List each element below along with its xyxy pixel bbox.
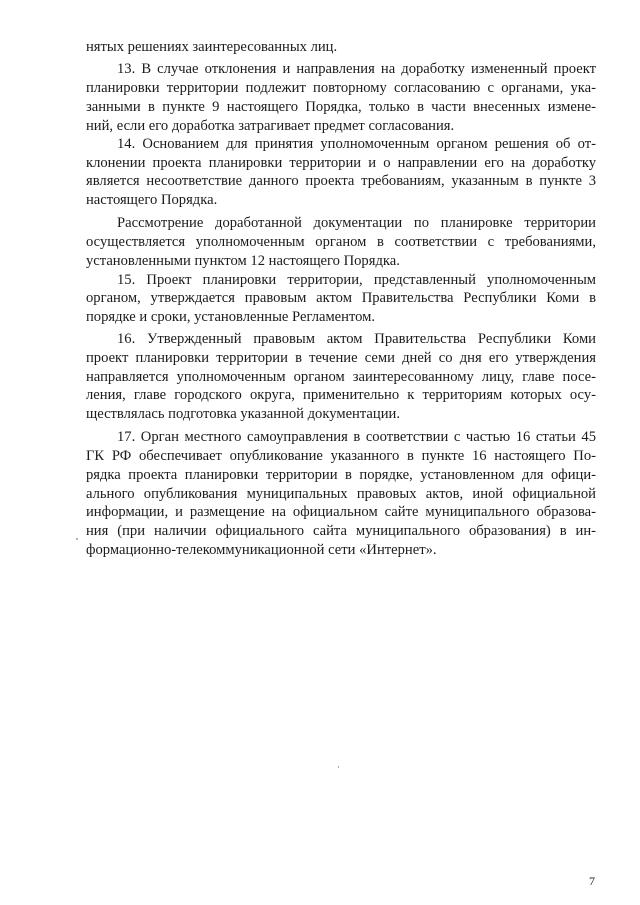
item-14-line-2: клонении проекта планировки территории и о направлении его на доработку (86, 155, 596, 171)
item-15-line-2: органом, утверждается правовым актом Правительства Республики Коми в (86, 290, 596, 306)
scan-speck (76, 538, 78, 540)
item-17-line-2: ГК РФ обеспечивает опубликование указанного в пункте 16 настоящего По- (86, 448, 596, 464)
item-17-line-5: информации, и размещение на официальном сайте муниципального образова- (86, 504, 596, 520)
item-17-line-3: рядка проекта планировки территории в порядке, установленном для офици- (86, 467, 596, 483)
review-line-1: Рассмотрение доработанной документации по планировке территории (117, 215, 596, 231)
continuation-line-1: нятых решениях заинтересованных лиц. (86, 39, 338, 55)
item-17-line-6: ния (при наличии официального сайта муниципального образования) в ин- (86, 523, 596, 539)
item-17-line-7: формационно-телекоммуникационной сети «Интернет». (86, 542, 437, 558)
item-15-line-1: 15. Проект планировки территории, представленный уполномоченным (117, 272, 596, 288)
item-13-line-1: 13. В случае отклонения и направления на доработку измененный проект (117, 61, 596, 77)
item-13-line-3: занными в пункте 9 настоящего Порядка, только в части внесенных измене- (86, 99, 596, 115)
item-14-line-4: настоящего Порядка. (86, 192, 218, 208)
review-line-3: установленными пунктом 12 настоящего Порядка. (86, 253, 400, 269)
scan-speck (338, 766, 339, 768)
item-16-line-3: направляется уполномоченным органом заинтересованному лицу, главе посе- (86, 369, 596, 385)
item-17-line-4: ального опубликования муниципальных правовых актов, иной официальной (86, 486, 596, 502)
page-number: 7 (589, 874, 595, 888)
item-16-line-5: ществлялась подготовка указанной документации. (86, 406, 400, 422)
item-13-line-2: планировки территории подлежит повторному согласованию с органами, ука- (86, 80, 596, 96)
review-line-2: осуществляется уполномоченным органом в соответствии с требованиями, (86, 234, 596, 250)
item-13-line-4: ний, если его доработка затрагивает предмет согласования. (86, 118, 455, 134)
item-15-line-3: порядке и сроки, установленные Регламентом. (86, 309, 376, 325)
item-14-line-3: является несоответствие данного проекта требованиям, указанным в пункте 3 (86, 173, 596, 189)
item-16-line-2: проект планировки территории в течение семи дней со дня его утверждения (86, 350, 596, 366)
item-16-line-1: 16. Утвержденный правовым актом Правительства Республики Коми (117, 331, 596, 347)
item-14-line-1: 14. Основанием для принятия уполномоченным органом решения об от- (117, 136, 596, 152)
item-17-line-1: 17. Орган местного самоуправления в соответствии с частью 16 статьи 45 (117, 429, 596, 445)
item-16-line-4: ления, главе городского округа, применительно к территориям которых осу- (86, 387, 596, 403)
